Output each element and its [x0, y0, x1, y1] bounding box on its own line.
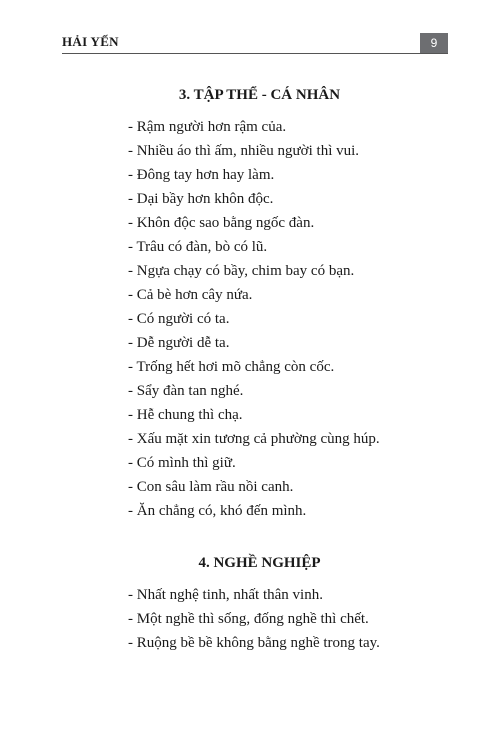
proverb-item: - Một nghề thì sống, đống nghề thì chết. — [128, 611, 369, 627]
section-occupation — [0, 552, 499, 651]
proverb-item: - Xấu mặt xin tương cả phường cùng húp. — [128, 431, 380, 447]
proverb-item: - Trâu có đàn, bò có lũ. — [128, 239, 268, 255]
page-number: 9 — [420, 33, 448, 53]
proverb-item: - Nhất nghệ tinh, nhất thân vinh. — [128, 587, 323, 603]
proverb-item: - Đông tay hơn hay làm. — [128, 167, 275, 183]
proverb-item: - Khôn độc sao bằng ngốc đàn. — [128, 215, 315, 231]
proverb-item: - Có mình thì giữ. — [128, 455, 236, 471]
proverb-item: - Hễ chung thì chạ. — [128, 407, 243, 423]
proverb-item: - Rậm người hơn rậm của. — [128, 119, 287, 135]
proverb-list — [128, 583, 380, 655]
section-title: 4. NGHỀ NGHIỆP — [198, 555, 321, 571]
proverb-item: - Cả bè hơn cây nứa. — [128, 287, 253, 303]
proverb-item: - Dễ người dễ ta. — [128, 335, 230, 351]
proverb-item: - Nhiều áo thì ấm, nhiều người thì vui. — [128, 143, 360, 159]
author-name: HẢI YẾN — [62, 34, 119, 49]
proverb-item: - Ruộng bề bề không bằng nghề trong tay. — [128, 635, 380, 651]
proverb-item: - Có người có ta. — [128, 311, 230, 327]
section-title: 3. TẬP THỂ - CÁ NHÂN — [178, 87, 341, 103]
proverb-item: - Ăn chẳng có, khó đến mình. — [128, 503, 307, 519]
proverb-item: - Sẩy đàn tan nghé. — [128, 383, 244, 399]
proverb-item: - Dại bầy hơn khôn độc. — [128, 191, 274, 207]
proverb-list — [128, 115, 380, 523]
proverb-item: - Trống hết hơi mõ chẳng còn cốc. — [128, 359, 335, 375]
running-header — [62, 33, 448, 54]
proverb-item: - Con sâu làm rầu nồi canh. — [128, 479, 294, 495]
section-collective-individual — [0, 84, 499, 519]
proverb-item: - Ngựa chạy có bầy, chim bay có bạn. — [128, 263, 355, 279]
